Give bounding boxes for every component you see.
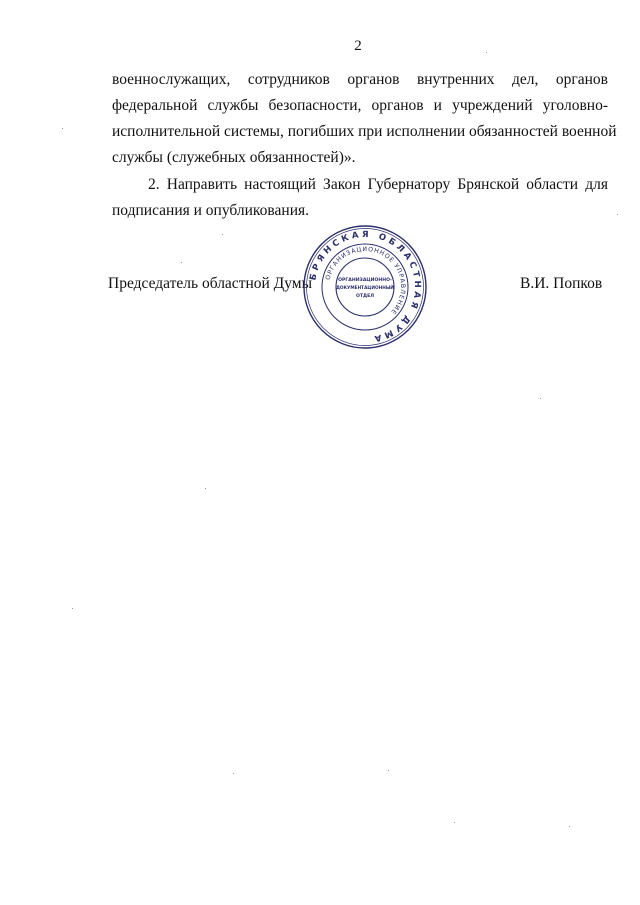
scan-speck [617,214,618,215]
paragraph-line: федеральной службы безопасности, органов и учреждений уголовно- [112,97,608,114]
scan-speck [233,773,234,774]
page-number: 2 [354,38,362,54]
scan-speck [222,234,223,235]
paragraph-line: службы (служебных обязанностей)». [112,149,356,166]
scan-speck [205,488,206,489]
seal-center-line: ОТДЕЛ [355,294,375,299]
scan-speck [540,398,541,399]
seal-middle-text: ОРГАНИЗАЦИОННОЕ УПРАВЛЕНИЕ [324,245,407,316]
scan-speck [72,608,73,609]
paragraph-line: подписания и опубликования. [112,202,309,219]
paragraph-line: исполнительной системы, погибших при исполнении обязанностей военной [112,123,617,140]
scan-speck [181,262,182,263]
seal-center-line: ДОКУМЕНТАЦИОННЫЙ [336,286,394,291]
scan-speck [486,52,487,53]
scan-speck [569,826,570,827]
official-seal [302,224,428,350]
scan-speck [62,128,63,129]
seal-center-line: ОРГАНИЗАЦИОННО- [338,278,392,283]
signatory-title: Председатель областной Думы [108,275,313,292]
paragraph-line: 2. Направить настоящий Закон Губернатору Брянской области для [148,176,608,193]
seal-outer-text: БРЯНСКАЯ ОБЛАСТНАЯ ДУМА [308,229,423,344]
scan-speck [454,822,455,823]
scan-speck [388,770,389,771]
paragraph-line: военнослужащих, сотрудников органов внутренних дел, органов [112,71,608,88]
signatory-name: В.И. Попков [520,275,603,292]
